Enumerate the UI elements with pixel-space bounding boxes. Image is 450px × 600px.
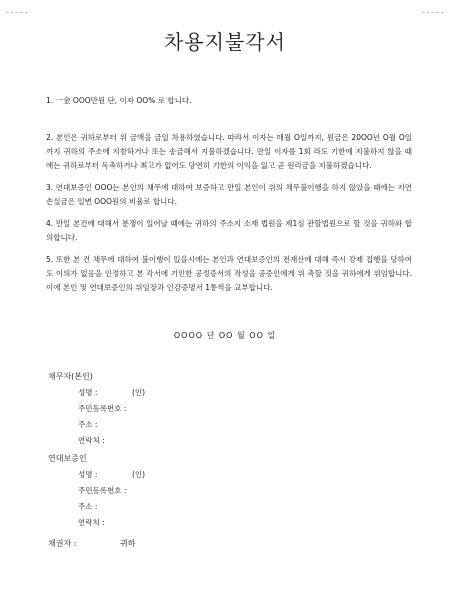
page-corner-mark-right bbox=[422, 12, 444, 13]
guarantor-phone-label: 연락처 : bbox=[78, 518, 105, 527]
document-title: 차용지불각서 bbox=[164, 30, 286, 54]
guarantor-name-label: 성명 : bbox=[78, 470, 98, 479]
creditor-honorific: 귀하 bbox=[120, 539, 136, 548]
guarantor-seal-mark: (인) bbox=[132, 470, 146, 479]
clause-2: 2. 본인은 귀하로부터 위 금액을 금일 차용하였습니다. 따라서 이자는 매월 O일까지, 원금은 20OO년 O월 O일까지 귀하의 주소에 지참하거나 또는 송금해서 지불하겠습니다. 만일 이자를 1회 라도 기한에 지불하지 않을 때에는 귀하로부터 독촉하거나 최고가 없어도 당연히 기한의 이익을 잃고 곧 원리금을 지불하겠습니다. bbox=[46, 133, 412, 170]
debtor-name-label: 성명 : bbox=[78, 388, 98, 397]
guarantor-address-label: 주소 : bbox=[78, 502, 98, 511]
document-date: OOOO 년 OO 월 OO 일 bbox=[173, 331, 277, 340]
debtor-section-title: 채무자(본인) bbox=[48, 372, 93, 381]
clause-1: 1. 一金 OOO만원 단, 이자 OO% 로 합니다. bbox=[46, 96, 192, 105]
clause-4: 4. 만일 본건에 대해서 분쟁이 일어날 때에는 귀하의 주소지 소재 법원을 제1심 관할법원으로 할 것을 귀하와 합의합니다. bbox=[46, 219, 412, 242]
guarantor-section-title: 연대보증인 bbox=[48, 454, 87, 463]
debtor-address-label: 주소 : bbox=[78, 420, 98, 429]
page-corner-mark-left bbox=[6, 12, 28, 13]
debtor-seal-mark: (인) bbox=[132, 388, 146, 397]
clause-5: 5. 또한 본 건 채무에 대하여 불이행이 있을시에는 본인과 연대보증인의 전재산에 대해 즉시 강제 집행을 당하여도 이의가 없음을 인정하고 본 각서에 기인한 공정증서의 작성을 공증인에게 위 촉할 것을 귀하에게 위임합니다. 이에 본인 및 연대보증인의 위임장과 인감증명서 1통씩을 교부합니다. bbox=[46, 255, 412, 292]
debtor-id-label: 주민등록번호 : bbox=[78, 404, 127, 413]
guarantor-id-label: 주민등록번호 : bbox=[78, 486, 127, 495]
creditor-label: 채권자 : bbox=[48, 539, 77, 548]
clause-3: 3. 연대보증인 OOO는 본인의 채무에 대하여 보증하고 만일 본인이 위의 채무불이행을 하지 않았을 때에는 지연손실금은 일변 OOO원의 비율로 합니다. bbox=[46, 183, 412, 206]
debtor-phone-label: 연락처 : bbox=[78, 436, 105, 445]
